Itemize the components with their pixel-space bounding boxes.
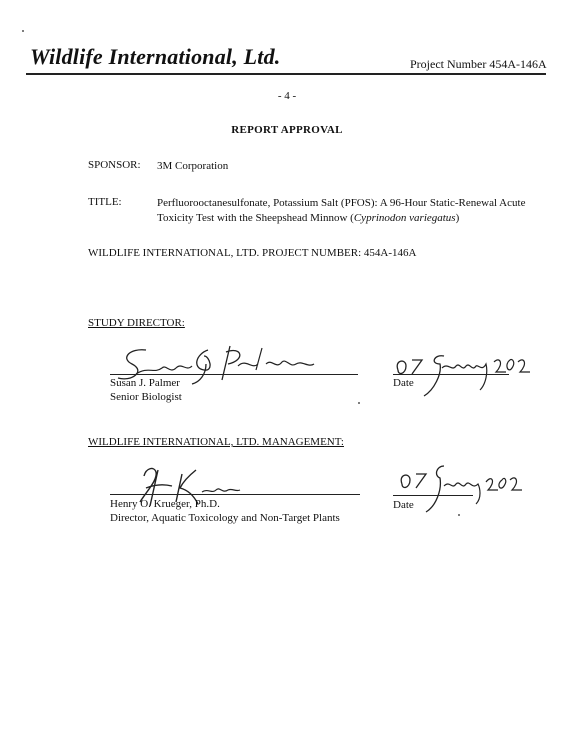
title-value-end: ) — [455, 212, 460, 224]
title-label: TITLE: — [88, 196, 122, 208]
scan-speck — [22, 30, 24, 32]
scan-speck — [358, 402, 360, 404]
management-signature-line — [110, 494, 360, 495]
management-date-label: Date — [393, 499, 414, 511]
study-director-title: Senior Biologist — [110, 391, 182, 403]
study-director-date-label: Date — [393, 377, 414, 389]
scan-speck — [458, 514, 460, 516]
management-date-line — [393, 495, 473, 496]
study-director-name: Susan J. Palmer — [110, 377, 180, 389]
management-heading: WILDLIFE INTERNATIONAL, LTD. MANAGEMENT: — [88, 436, 344, 448]
sponsor-label: SPONSOR: — [88, 159, 141, 171]
study-director-date-handwriting — [394, 352, 534, 400]
company-name: Wildlife International, Ltd. — [30, 44, 281, 69]
title-value-species: Cyprinodon variegatus — [353, 212, 456, 224]
title-value-main: Perfluorooctanesulfonate, Potassium Salt (PFOS): A 96-Hour Static-Renewal Acute Toxicity Test with the Sheepshead Minnow ( — [157, 197, 526, 224]
management-title: Director, Aquatic Toxicology and Non-Target Plants — [110, 512, 340, 524]
header-project-number: Project Number 454A-146A — [410, 57, 547, 71]
sponsor-value: 3M Corporation — [157, 160, 229, 172]
management-date-handwriting — [398, 464, 528, 516]
header-divider — [26, 73, 546, 75]
management-name: Henry O. Krueger, Ph.D. — [110, 498, 220, 510]
page-number: - 4 - — [277, 90, 297, 102]
title-value — [157, 196, 537, 226]
study-director-signature-line — [110, 374, 358, 375]
study-director-date-line — [393, 374, 509, 375]
study-director-heading: STUDY DIRECTOR: — [88, 317, 185, 329]
report-title: REPORT APPROVAL — [231, 124, 343, 136]
project-number-line: WILDLIFE INTERNATIONAL, LTD. PROJECT NUMBER: 454A-146A — [88, 247, 417, 259]
